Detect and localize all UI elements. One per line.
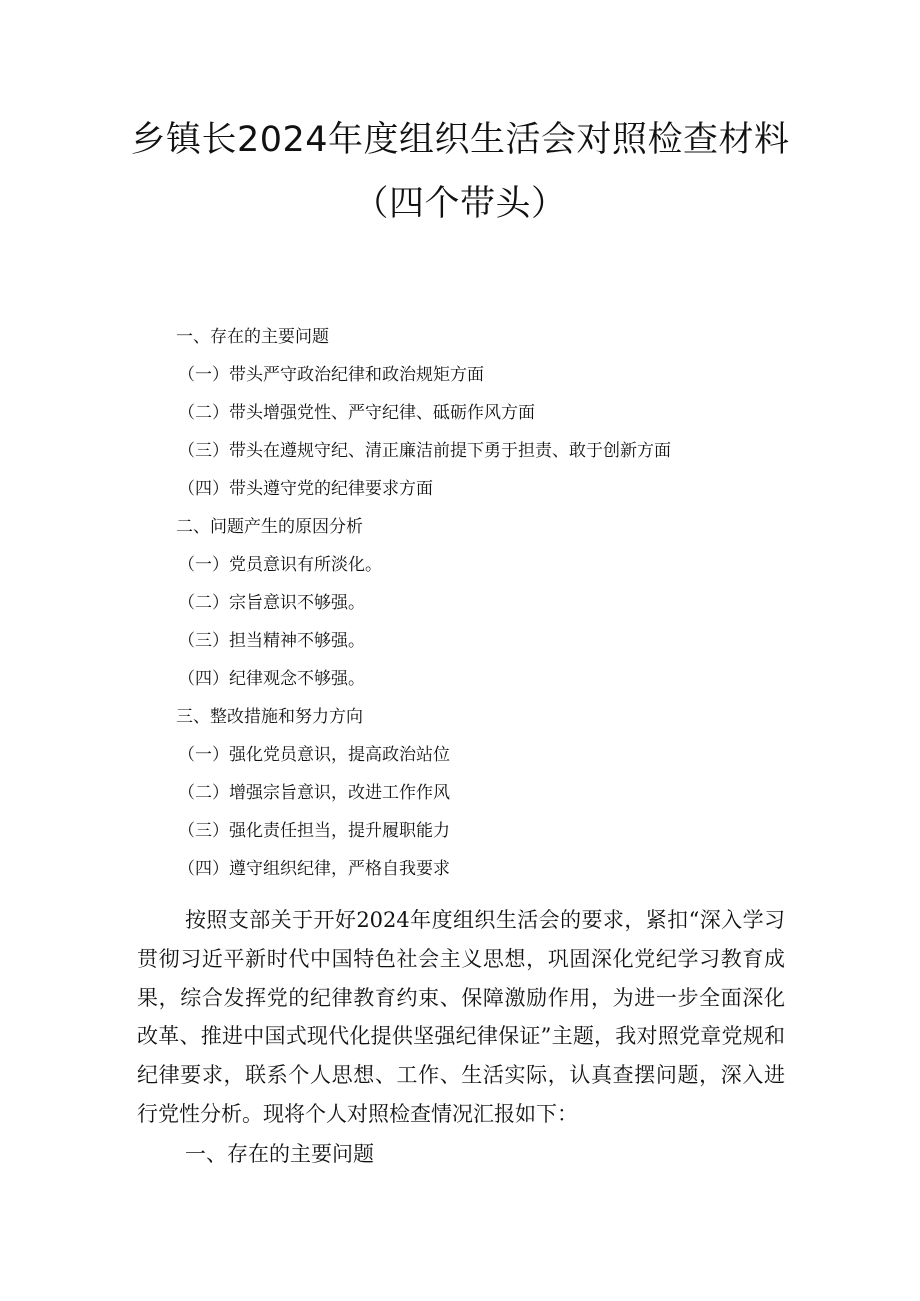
toc-item: （二）宗旨意识不够强。	[178, 593, 365, 613]
toc-item: （二）带头增强党性、严守纪律、砥砺作风方面	[178, 403, 535, 423]
toc-item: （四）带头遵守党的纪律要求方面	[178, 479, 433, 499]
toc-item: （一）党员意识有所淡化。	[178, 555, 382, 575]
toc-heading: 二、问题产生的原因分析	[176, 517, 363, 537]
table-of-contents	[176, 318, 816, 888]
intro-paragraph: 按照支部关于开好2024年度组织生活会的要求，紧扣“深入学习贯彻习近平新时代中国特色社会主义思想，巩固深化党纪学习教育成果，综合发挥党的纪律教育约束、保障激励作用，为进一步全面深化改革、推进中国式现代化提供坚强纪律保证”主题，我对照党章党规和纪律要求，联系个人思想、工作、生活实际，认真查摆问题，深入进行党性分析。现将个人对照检查情况汇报如下：	[137, 908, 785, 1126]
toc-item: （三）强化责任担当，提升履职能力	[178, 821, 450, 841]
toc-item: （三）担当精神不够强。	[178, 631, 365, 651]
toc-item: （四）遵守组织纪律，严格自我要求	[178, 859, 450, 879]
toc-heading: 一、存在的主要问题	[176, 327, 329, 347]
toc-item: （四）纪律观念不够强。	[178, 669, 365, 689]
toc-item: （二）增强宗旨意识，改进工作作风	[178, 783, 450, 803]
document-subtitle: （四个带头）	[353, 184, 567, 224]
toc-item: （一）强化党员意识，提高政治站位	[178, 745, 450, 765]
toc-heading: 三、整改措施和努力方向	[176, 707, 363, 727]
section-heading: 一、存在的主要问题	[185, 1142, 374, 1166]
toc-item: （三）带头在遵规守纪、清正廉洁前提下勇于担责、敢于创新方面	[178, 441, 671, 461]
toc-item: （一）带头严守政治纪律和政治规矩方面	[178, 365, 484, 385]
document-title: 乡镇长2024年度组织生活会对照检查材料	[130, 120, 790, 160]
